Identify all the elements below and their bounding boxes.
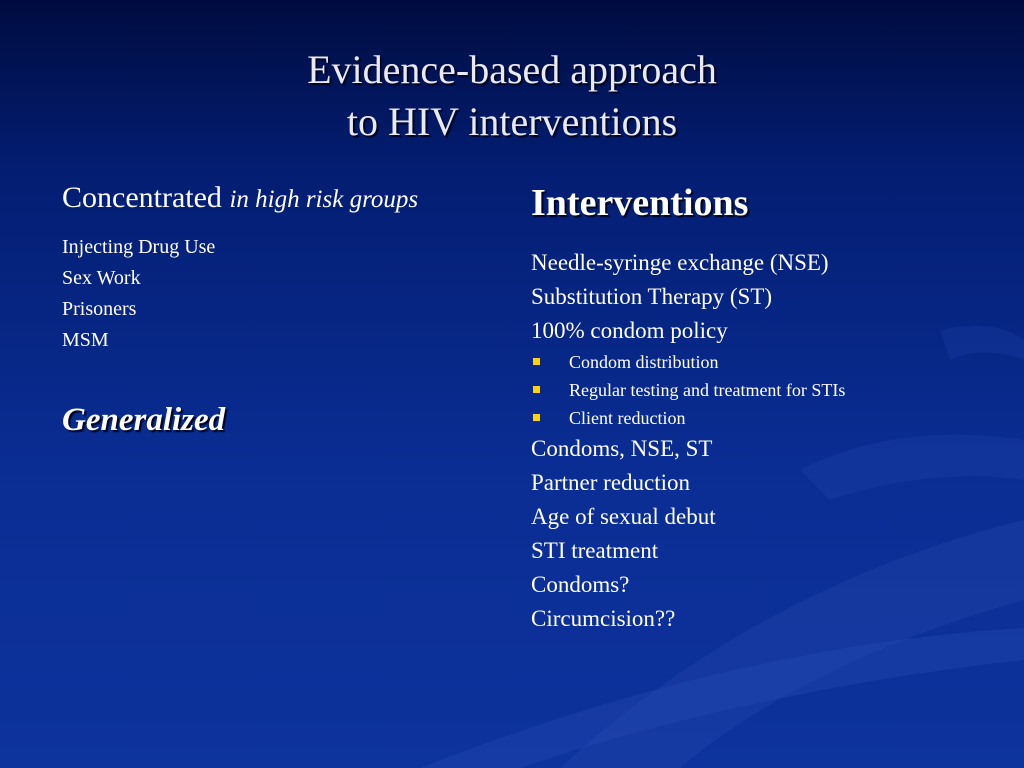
slide-title-line-1: Evidence-based approach xyxy=(307,47,717,92)
slide-title xyxy=(0,44,1024,148)
list-item: Injecting Drug Use xyxy=(62,236,216,258)
generalized-heading: Generalized xyxy=(62,402,226,438)
concentrated-heading xyxy=(62,180,482,218)
list-item: STI treatment xyxy=(531,538,659,563)
sub-list-item xyxy=(531,348,1001,376)
list-item: Condoms? xyxy=(531,572,630,597)
slide-title-line-2: to HIV interventions xyxy=(346,99,678,144)
list-item: Age of sexual debut xyxy=(531,504,716,529)
list-item: Condoms, NSE, ST xyxy=(531,436,713,461)
right-column xyxy=(531,180,1001,636)
concentrated-qualifier: in high risk groups xyxy=(229,186,419,213)
interventions-heading: Interventions xyxy=(531,182,749,224)
sub-list-item xyxy=(531,376,1001,404)
list-item: Sex Work xyxy=(62,267,141,289)
list-item: Circumcision?? xyxy=(531,606,676,631)
sub-list-item xyxy=(531,404,1001,432)
square-bullet-icon xyxy=(533,414,540,421)
concentrated-label: Concentrated xyxy=(62,181,222,214)
list-item: Partner reduction xyxy=(531,470,691,495)
list-item: Prisoners xyxy=(62,298,137,320)
list-item: Substitution Therapy (ST) xyxy=(531,284,773,309)
square-bullet-icon xyxy=(533,358,540,365)
sub-list-item-label: Client reduction xyxy=(569,408,686,428)
list-item: 100% condom policy xyxy=(531,318,728,343)
sub-list-item-label: Regular testing and treatment for STIs xyxy=(569,380,846,400)
sub-list-item-label: Condom distribution xyxy=(569,352,719,372)
square-bullet-icon xyxy=(533,386,540,393)
list-item: Needle-syringe exchange (NSE) xyxy=(531,250,829,275)
interventions-list xyxy=(531,246,1001,636)
left-column xyxy=(62,180,482,439)
list-item: MSM xyxy=(62,329,109,351)
risk-group-list xyxy=(62,232,482,356)
